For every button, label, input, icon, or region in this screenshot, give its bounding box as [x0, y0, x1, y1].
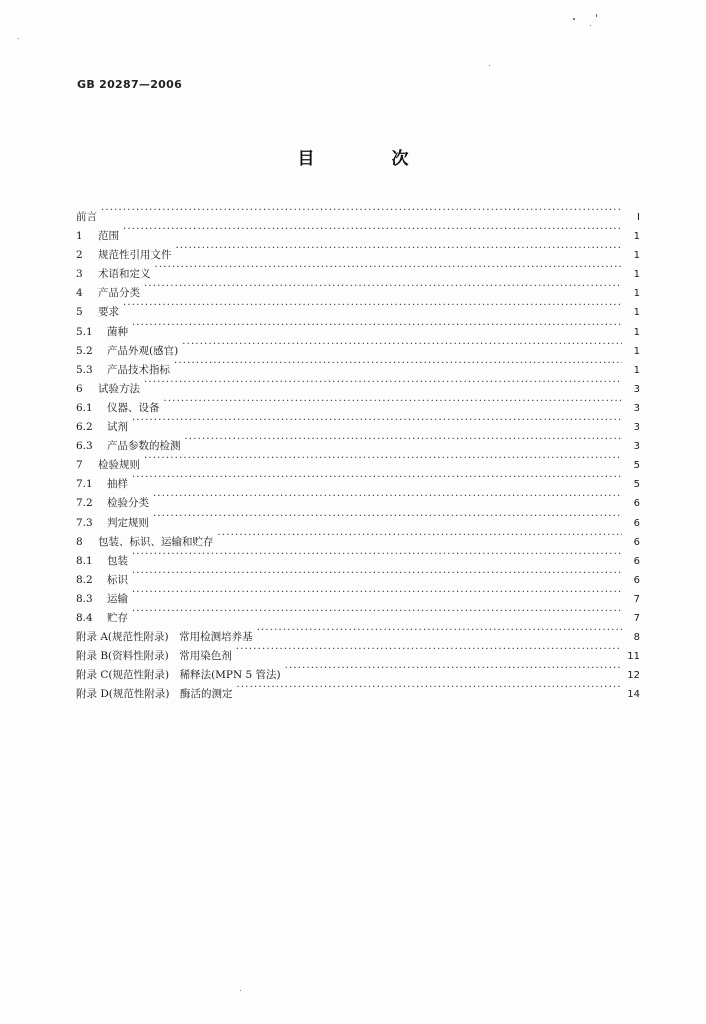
scan-speck: [489, 65, 490, 66]
toc-dot-leader: [174, 354, 622, 373]
toc-entry[interactable]: [76, 564, 640, 586]
table-of-contents: [76, 201, 640, 701]
standard-code: GB 20287—2006: [77, 78, 183, 91]
toc-entry-number: 7.1: [76, 478, 93, 491]
toc-entry-title: 抽样: [107, 478, 128, 491]
toc-dot-leader: [285, 659, 622, 678]
toc-entry-number: 7.2: [76, 497, 93, 510]
toc-entry-title: 附录 D(规范性附录) 酶活的测定: [76, 688, 233, 701]
scan-speck: [590, 25, 591, 26]
toc-page-number: 7: [633, 612, 640, 624]
toc-entry-title: 产品参数的检测: [107, 440, 181, 453]
toc-dot-leader: [155, 258, 623, 277]
toc-entry-number: 1: [76, 230, 83, 243]
toc-entry[interactable]: [76, 468, 640, 491]
toc-page-number: 6: [633, 517, 640, 529]
toc-dot-leader: [153, 487, 622, 506]
toc-entry[interactable]: [76, 411, 640, 434]
toc-page-number: 1: [633, 345, 640, 357]
toc-entry[interactable]: [76, 316, 640, 338]
toc-entry-title: 范围: [98, 230, 119, 243]
toc-entry-title: 检验分类: [107, 497, 149, 510]
toc-dot-leader: [132, 602, 622, 621]
toc-page-number: 11: [627, 651, 640, 663]
toc-entry[interactable]: [76, 545, 640, 567]
toc-dot-leader: [236, 640, 622, 659]
toc-page-number: 6: [633, 574, 640, 586]
toc-page-number: 5: [633, 460, 640, 472]
toc-dot-leader: [132, 583, 622, 602]
toc-entry-title: 前言: [76, 211, 97, 223]
toc-entry-number: 7.3: [76, 516, 93, 529]
toc-dot-leader: [144, 449, 622, 468]
toc-entry[interactable]: [76, 220, 640, 243]
toc-dot-leader: [132, 564, 622, 583]
toc-entry-number: 8.3: [76, 592, 93, 605]
toc-entry-title: 标识: [107, 573, 128, 586]
toc-entry-number: 6.2: [76, 421, 93, 434]
toc-entry-number: 6: [76, 382, 83, 395]
toc-page-number: 3: [633, 422, 640, 434]
toc-entry-title: 术语和定义: [98, 268, 151, 281]
toc-page-number: 14: [627, 689, 640, 701]
toc-entry[interactable]: [76, 392, 640, 414]
toc-entry-title: 包装、标识、运输和贮存: [98, 535, 214, 548]
toc-page-number: 1: [633, 326, 640, 338]
toc-entry-number: 8: [76, 535, 83, 548]
toc-entry-title: 贮存: [107, 611, 128, 624]
toc-dot-leader: [132, 545, 622, 564]
toc-dot-leader: [218, 526, 623, 545]
toc-page-number: I: [637, 212, 640, 223]
toc-entry-title: 试剂: [107, 421, 128, 434]
toc-page-number: 5: [633, 479, 640, 491]
toc-dot-leader: [132, 411, 622, 430]
toc-dot-leader: [132, 316, 622, 335]
toc-entry[interactable]: [76, 239, 640, 262]
toc-page-number: 6: [633, 498, 640, 510]
toc-dot-leader: [185, 430, 623, 449]
toc-entry[interactable]: [76, 449, 640, 472]
toc-page-number: 7: [633, 593, 640, 605]
toc-entry-title: 产品分类: [98, 287, 140, 300]
toc-dot-leader: [123, 296, 622, 315]
toc-dot-leader: [144, 277, 622, 296]
toc-entry[interactable]: [76, 201, 640, 223]
scan-speck: [596, 14, 597, 17]
toc-entry-title: 菌种: [107, 325, 128, 338]
toc-page-number: 8: [633, 632, 640, 644]
toc-entry-number: 5.2: [76, 344, 93, 357]
scan-speck: [18, 38, 19, 39]
toc-entry[interactable]: [76, 277, 640, 300]
toc-page-number: 3: [633, 383, 640, 395]
toc-entry-title: 产品技术指标: [107, 363, 170, 376]
scan-speck: [573, 18, 575, 20]
toc-dot-leader: [123, 220, 622, 239]
toc-entry-title: 附录 C(规范性附录) 稀释法(MPN 5 管法): [76, 669, 281, 682]
toc-entry-number: 3: [76, 268, 83, 281]
toc-entry-title: 要求: [98, 306, 119, 319]
toc-entry-number: 8.2: [76, 573, 93, 586]
toc-dot-leader: [176, 239, 623, 258]
toc-entry[interactable]: [76, 296, 640, 319]
toc-entry[interactable]: [76, 335, 640, 357]
toc-page-number: 1: [633, 250, 640, 262]
toc-entry-title: 包装: [107, 554, 128, 567]
toc-entry[interactable]: [76, 373, 640, 395]
toc-entry-number: 6.3: [76, 440, 93, 453]
toc-entry[interactable]: [76, 430, 640, 453]
toc-page-number: 3: [633, 402, 640, 414]
toc-page-number: 1: [633, 364, 640, 376]
toc-entry[interactable]: [76, 602, 640, 624]
toc-entry-title: 试验方法: [98, 382, 140, 395]
toc-entry-title: 判定规则: [107, 516, 149, 529]
toc-page-number: 1: [633, 231, 640, 243]
toc-page-number: 1: [633, 288, 640, 300]
toc-entry-title: 附录 B(资料性附录) 常用染色剂: [76, 650, 232, 663]
toc-entry[interactable]: [76, 526, 640, 548]
toc-page-number: 6: [633, 555, 640, 567]
toc-entry-number: 7: [76, 459, 83, 472]
toc-page-number: 3: [633, 441, 640, 453]
scan-speck: [240, 990, 241, 991]
toc-dot-leader: [257, 621, 622, 640]
toc-entry-number: 5: [76, 306, 83, 319]
toc-entry-number: 5.3: [76, 363, 93, 376]
toc-dot-leader: [153, 507, 622, 526]
toc-dot-leader: [132, 468, 622, 487]
toc-entry-number: 4: [76, 287, 83, 300]
toc-entry-title: 检验规则: [98, 459, 140, 472]
toc-page-number: 6: [633, 536, 640, 548]
page-title: 目 次: [297, 149, 439, 169]
toc-entry-title: 规范性引用文件: [98, 249, 172, 262]
toc-entry[interactable]: [76, 621, 640, 644]
toc-entry[interactable]: [76, 507, 640, 529]
toc-entry-number: 2: [76, 249, 83, 262]
toc-dot-leader: [182, 335, 622, 354]
toc-entry-title: 仪器、设备: [107, 401, 160, 414]
toc-entry-number: 6.1: [76, 401, 93, 414]
toc-entry[interactable]: [76, 258, 640, 281]
toc-entry[interactable]: [76, 583, 640, 605]
toc-dot-leader: [236, 678, 622, 697]
toc-entry-title: 产品外观(感官): [107, 344, 179, 357]
toc-page-number: 1: [633, 269, 640, 281]
toc-dot-leader: [144, 373, 622, 392]
toc-dot-leader: [164, 392, 623, 411]
toc-entry-title: 附录 A(规范性附录) 常用检测培养基: [76, 631, 253, 644]
toc-page-number: 1: [633, 307, 640, 319]
toc-entry-number: 8.4: [76, 611, 93, 624]
toc-page-number: 12: [627, 670, 640, 682]
toc-entry[interactable]: [76, 487, 640, 510]
toc-entry-title: 运输: [107, 592, 128, 605]
toc-entry-number: 5.1: [76, 325, 93, 338]
toc-entry-number: 8.1: [76, 554, 93, 567]
toc-dot-leader: [101, 201, 622, 220]
